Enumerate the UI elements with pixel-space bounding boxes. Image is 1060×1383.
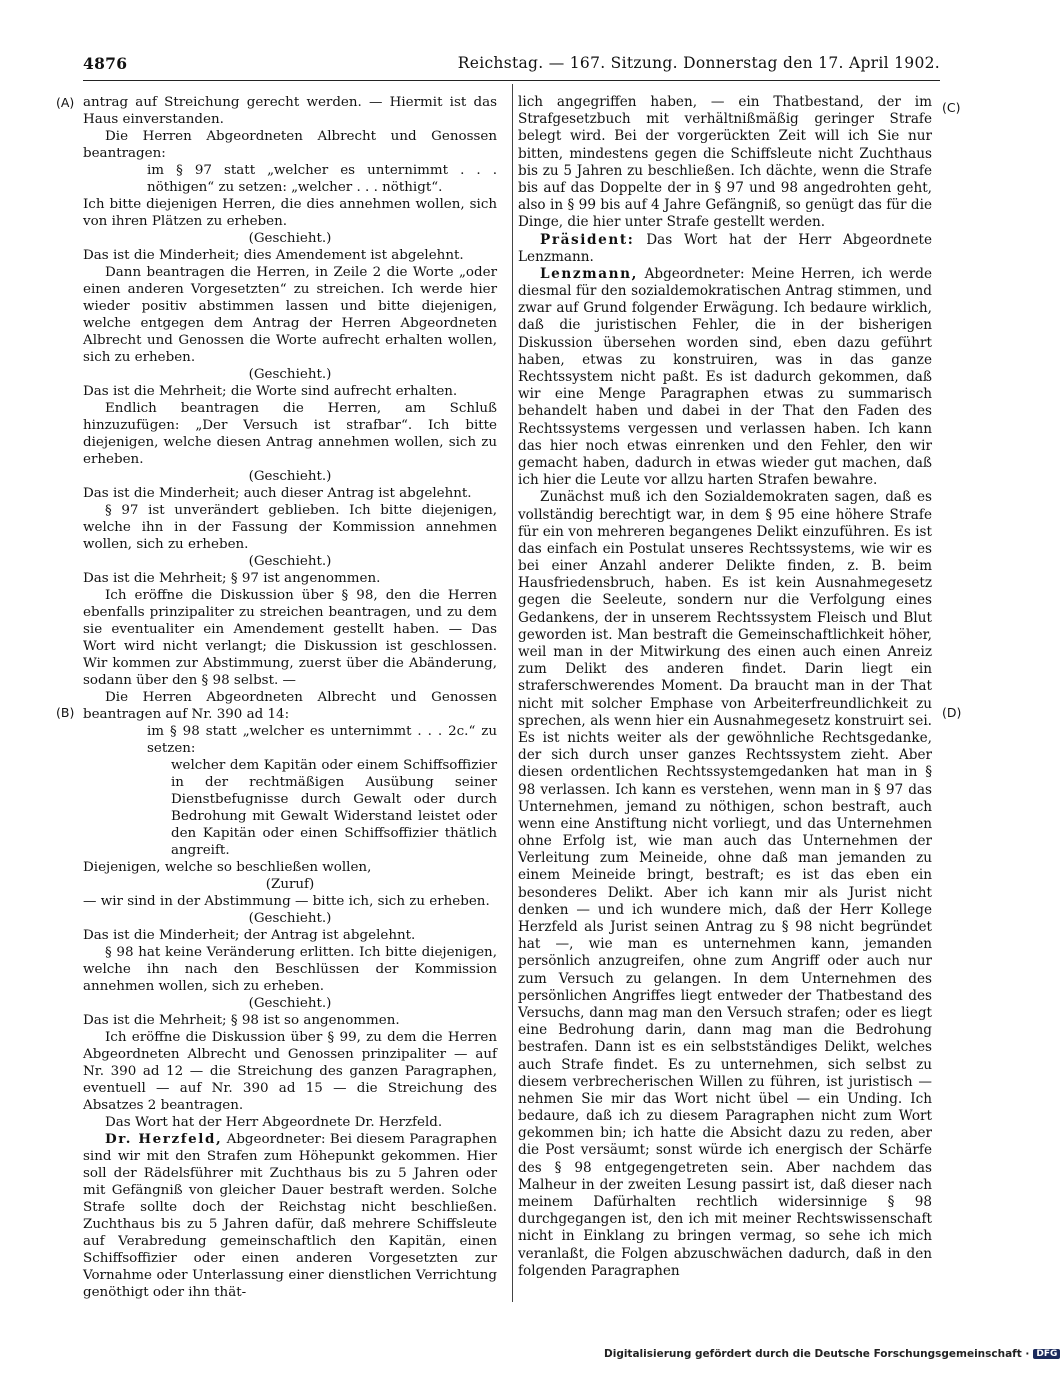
speaker-name: Präsident: <box>540 231 635 248</box>
paragraph: Das ist die Mehrheit; § 97 ist angenommen. <box>83 571 381 586</box>
stage-direction: (Zuruf) <box>265 877 315 892</box>
speaker-name: Dr. Herzfeld, <box>105 1131 223 1147</box>
stage-direction: (Geschieht.) <box>248 996 332 1011</box>
paragraph: Das ist die Mehrheit; § 98 ist so angenommen. <box>83 1013 400 1028</box>
paragraph: Das Wort hat der Herr Abgeordnete Dr. Herzfeld. <box>105 1115 443 1130</box>
margin-marker-c: (C) <box>942 100 961 115</box>
paragraph: lich angegriffen haben, — ein Thatbestand, der im Strafgesetzbuch mit verhältnißmäßig geringer Strafe belegt wird. Bei der vorgerückten Zeit will ich Sie nur bitten, mindestens gegen die Schiffsleute nicht Zuchthaus bis zu 5 Jahren zu beschließen. Ich dächte, wenn die Strafe bis auf das Doppelte der in § 97 und 98 angedrohten geht, also in § 99 bis auf 4 Jahre Gefängniß, so genügt das für die Dinge, die hier unter Strafe gestellt werden. <box>518 94 932 231</box>
motion-text: welcher dem Kapitän oder einem Schiffsoffizier in der rechtmäßigen Ausübung seiner Dienstbefugnisse durch Gewalt oder durch Bedrohung mit Gewalt Widerstand leistet oder den Kapitän oder einen Schiffsoffizier thätlich angreift. <box>171 758 497 858</box>
paragraph: Diejenigen, welche so beschließen wollen, <box>83 860 372 875</box>
right-column <box>518 94 932 1280</box>
paragraph: Die Herren Abgeordneten Albrecht und Genossen beantragen: <box>83 129 497 161</box>
paragraph: Ich bitte diejenigen Herren, die dies annehmen wollen, sich von ihren Plätzen zu erheben. <box>83 197 497 229</box>
stage-direction: (Geschieht.) <box>248 367 332 382</box>
motion-quote: im § 98 statt „welcher es unternimmt . . . 2c.“ zu setzen: <box>147 724 497 756</box>
footer-credit <box>604 1348 1058 1364</box>
speech-paragraph <box>83 1131 497 1301</box>
header-rule <box>83 80 940 81</box>
speech-text: Abgeordneter: Meine Herren, ich werde diesmal für den sozialdemokratischen Antrag stimmen, und zwar auf Grund folgender Erwägung. Ich bedaure wirklich, daß die juristischen Fehler, die in der bisherigen Diskussion übersehen worden sind, eben dazu geführt haben, etwas zu konstruiren, was in das ganze Rechtssystem nicht paßt. Es ist dadurch gekommen, daß wir eine Menge Paragraphen etwas zu summarisch behandelt haben und dabei in der That den Faden des Rechtssystems vergessen und verlassen haben. Ich kann das hier noch etwas einrenken und den Fehler, den wir gemacht haben, dadurch in etwas wieder gut machen, daß ich hier die Leute vor allzu harten Strafen bewahre. <box>518 265 932 489</box>
column-divider <box>512 84 513 1302</box>
page-header <box>83 52 940 76</box>
paragraph: — wir sind in der Abstimmung — bitte ich, sich zu erheben. <box>83 894 490 909</box>
speaker-name: Lenzmann, <box>540 265 638 282</box>
margin-marker-d: (D) <box>942 705 962 720</box>
paragraph: Die Herren Abgeordneten Albrecht und Genossen beantragen auf Nr. 390 ad 14: <box>83 690 497 722</box>
paragraph: Ich eröffne die Diskussion über § 98, den die Herren ebenfalls prinzipaliter zu streichen beantragen, und zu dem sie eventualiter ein Amendement gestellt haben. — Das Wort wird nicht verlangt; die Diskussion ist geschlossen. Wir kommen zur Abstimmung, zuerst über die Abänderung, sodann über den § 98 selbst. — <box>83 588 497 688</box>
speech-paragraph <box>518 266 932 489</box>
left-column <box>83 94 497 1301</box>
paragraph: Dann beantragen die Herren, in Zeile 2 die Worte „oder einen anderen Vorgesetzten“ zu streichen. Ich werde hier wieder positiv abstimmen lassen und bitte diejenigen, welche entgegen dem Antrag der Herren Abgeordneten Albrecht und Genossen die Worte aufrecht erhalten wollen, sich zu erheben. <box>83 265 497 365</box>
margin-marker-b: (B) <box>56 705 75 720</box>
stage-direction: (Geschieht.) <box>248 231 332 246</box>
paragraph: Das ist die Mehrheit; die Worte sind aufrecht erhalten. <box>83 384 458 399</box>
stage-direction: (Geschieht.) <box>248 911 332 926</box>
footer-text: Digitalisierung gefördert durch die Deutsche Forschungsgemeinschaft · <box>604 1348 1030 1360</box>
page-number: 4876 <box>83 54 128 73</box>
speech-text: Das Wort hat der Herr Abgeordnete Lenzmann. <box>518 231 932 265</box>
paragraph: Das ist die Minderheit; der Antrag ist abgelehnt. <box>83 928 416 943</box>
motion-quote: im § 97 statt „welcher es unternimmt . . . nöthigen“ zu setzen: „welcher . . . nöthigt“. <box>147 163 497 195</box>
running-title: Reichstag. — 167. Sitzung. Donnerstag den 17. April 1902. <box>457 54 940 72</box>
paragraph: antrag auf Streichung gerecht werden. — Hiermit ist das Haus einverstanden. <box>83 95 497 127</box>
dfg-logo: DFG <box>1033 1349 1060 1359</box>
stage-direction: (Geschieht.) <box>248 554 332 569</box>
stage-direction: (Geschieht.) <box>248 469 332 484</box>
paragraph: Das ist die Minderheit; dies Amendement ist abgelehnt. <box>83 248 464 263</box>
paragraph: Endlich beantragen die Herren, am Schluß hinzuzufügen: „Der Versuch ist strafbar“. Ich bitte diejenigen, welche diesen Antrag annehmen wollen, sich zu erheben. <box>83 401 497 467</box>
speech-text: Abgeordneter: Bei diesem Paragraphen sind wir mit den Strafen zum Höhepunkt gekommen. Hier soll der Rädelsführer mit Zuchthaus bis zu 5 Jahren oder mit Gefängniß von gleicher Dauer bestraft werden. Solche Strafe sollte doch der Reichstag nicht beschließen. Zuchthaus bis zu 5 Jahren dafür, daß mehrere Schiffsleute auf Verabredung gemeinschaftlich den Kapitän, einen Schiffsoffizier oder einen anderen Vorgesetzten zur Vornahme oder Unterlassung einer dienstlichen Verrichtung genöthigt oder ihn thät- <box>83 1132 497 1300</box>
paragraph: Zunächst muß ich den Sozialdemokraten sagen, daß es vollständig berechtigt war, in dem § 95 eine höhere Strafe für ein von mehreren begangenes Delikt einzuführen. Es ist das einfach ein Postulat unseres Rechtssystems, wie wir es bei einer Anzahl anderer Delikte finden, z. B. beim Hausfriedensbruch, haben. Es ist kein Ausnahmegesetz gegen die Seeleute, sondern nur die Verfolgung eines Gedankens, der in unserem Rechtssystem Fleisch und Blut geworden ist. Man bestraft die Gemeinschaftlichkeit höher, weil man in der Mitwirkung des einen auch einen Anreiz zum Delikt des anderen findet. Darin liegt ein straferschwerendes Moment. Da braucht man in der That nicht mit solcher Emphase von Arbeiterfreundlichkeit zu sprechen, als wenn hier ein Ausnahmegesetz konstruirt sei. Es ist nichts weiter als der gewöhnliche Rechtsgedanke, der sich durch unser ganzes Rechtssystem zieht. Aber diesen ordentlichen Rechtssystemgedanken hat man in § 98 verlassen. Ich kann es verstehen, wenn man in § 97 das Unternehmen, jemand zu nöthigen, schon bestraft, auch wenn eine Anstiftung nicht vorliegt, und das Unternehmen ohne Erfolg ist, wie man auch das Unternehmen der Verleitung zum Meineide, ohne daß man jemanden zu einem Meineide bringt, bestraft; es ist das eben ein besonderes Delikt. Aber ich kann mir als Jurist nicht denken — und ich wundere mich, daß der Herr Kollege Herzfeld als Jurist seinen Antrag zu § 98 nicht begründet hat —, wie man es unternehmen kann, jemanden persönlich anzugreifen, ohne zum Angriff oder auch nur zum Versuch zu gelangen. In dem Unternehmen des persönlichen Angriffes liegt entweder der Thatbestand des Versuchs, dann mag man den Versuch strafen; oder es liegt eine Bedrohung darin, dann mag man die Bedrohung bestrafen. Dann ist es ein selbstständiges Delikt, welches auch Strafe findet. Es zu unternehmen, sich selbst zu diesem verbrecherischen Willen zu führen, ist juristisch — nehmen Sie mir das Wort nicht übel — ein Unding. Ich bedaure, daß ich zu diesem Paragraphen nicht zum Wort gekommen bin; ich hatte die Absicht dazu zu reden, aber die Post versäumt; sonst würde ich energisch der Schärfe des § 98 entgegengetreten sein. Aber nachdem das Malheur in der zweiten Lesung passirt ist, daß dieser nach meinem Dafürhalten rechtlich widersinnige § 98 durchgegangen ist, den ich mit meiner Rechtswissenschaft nicht in Einklang zu bringen vermag, so sehe ich mich veranlaßt, die Folgen abzuschwächen dadurch, daß in den folgenden Paragraphen <box>518 489 932 1279</box>
margin-marker-a: (A) <box>56 95 75 110</box>
paragraph: § 98 hat keine Veränderung erlitten. Ich bitte diejenigen, welche ihn nach den Beschlüssen der Kommission annehmen wollen, sich zu erheben. <box>83 945 497 994</box>
speech-paragraph <box>518 232 932 266</box>
paragraph: Ich eröffne die Diskussion über § 99, zu dem die Herren Abgeordneten Albrecht und Genossen prinzipaliter — auf Nr. 390 ad 12 — die Streichung des ganzen Paragraphen, eventuell — auf Nr. 390 ad 15 — die Streichung des Absatzes 2 beantragen. <box>83 1030 497 1113</box>
paragraph: § 97 ist unverändert geblieben. Ich bitte diejenigen, welche ihn in der Fassung der Kommission annehmen wollen, sich zu erheben. <box>83 503 497 552</box>
paragraph: Das ist die Minderheit; auch dieser Antrag ist abgelehnt. <box>83 486 472 501</box>
